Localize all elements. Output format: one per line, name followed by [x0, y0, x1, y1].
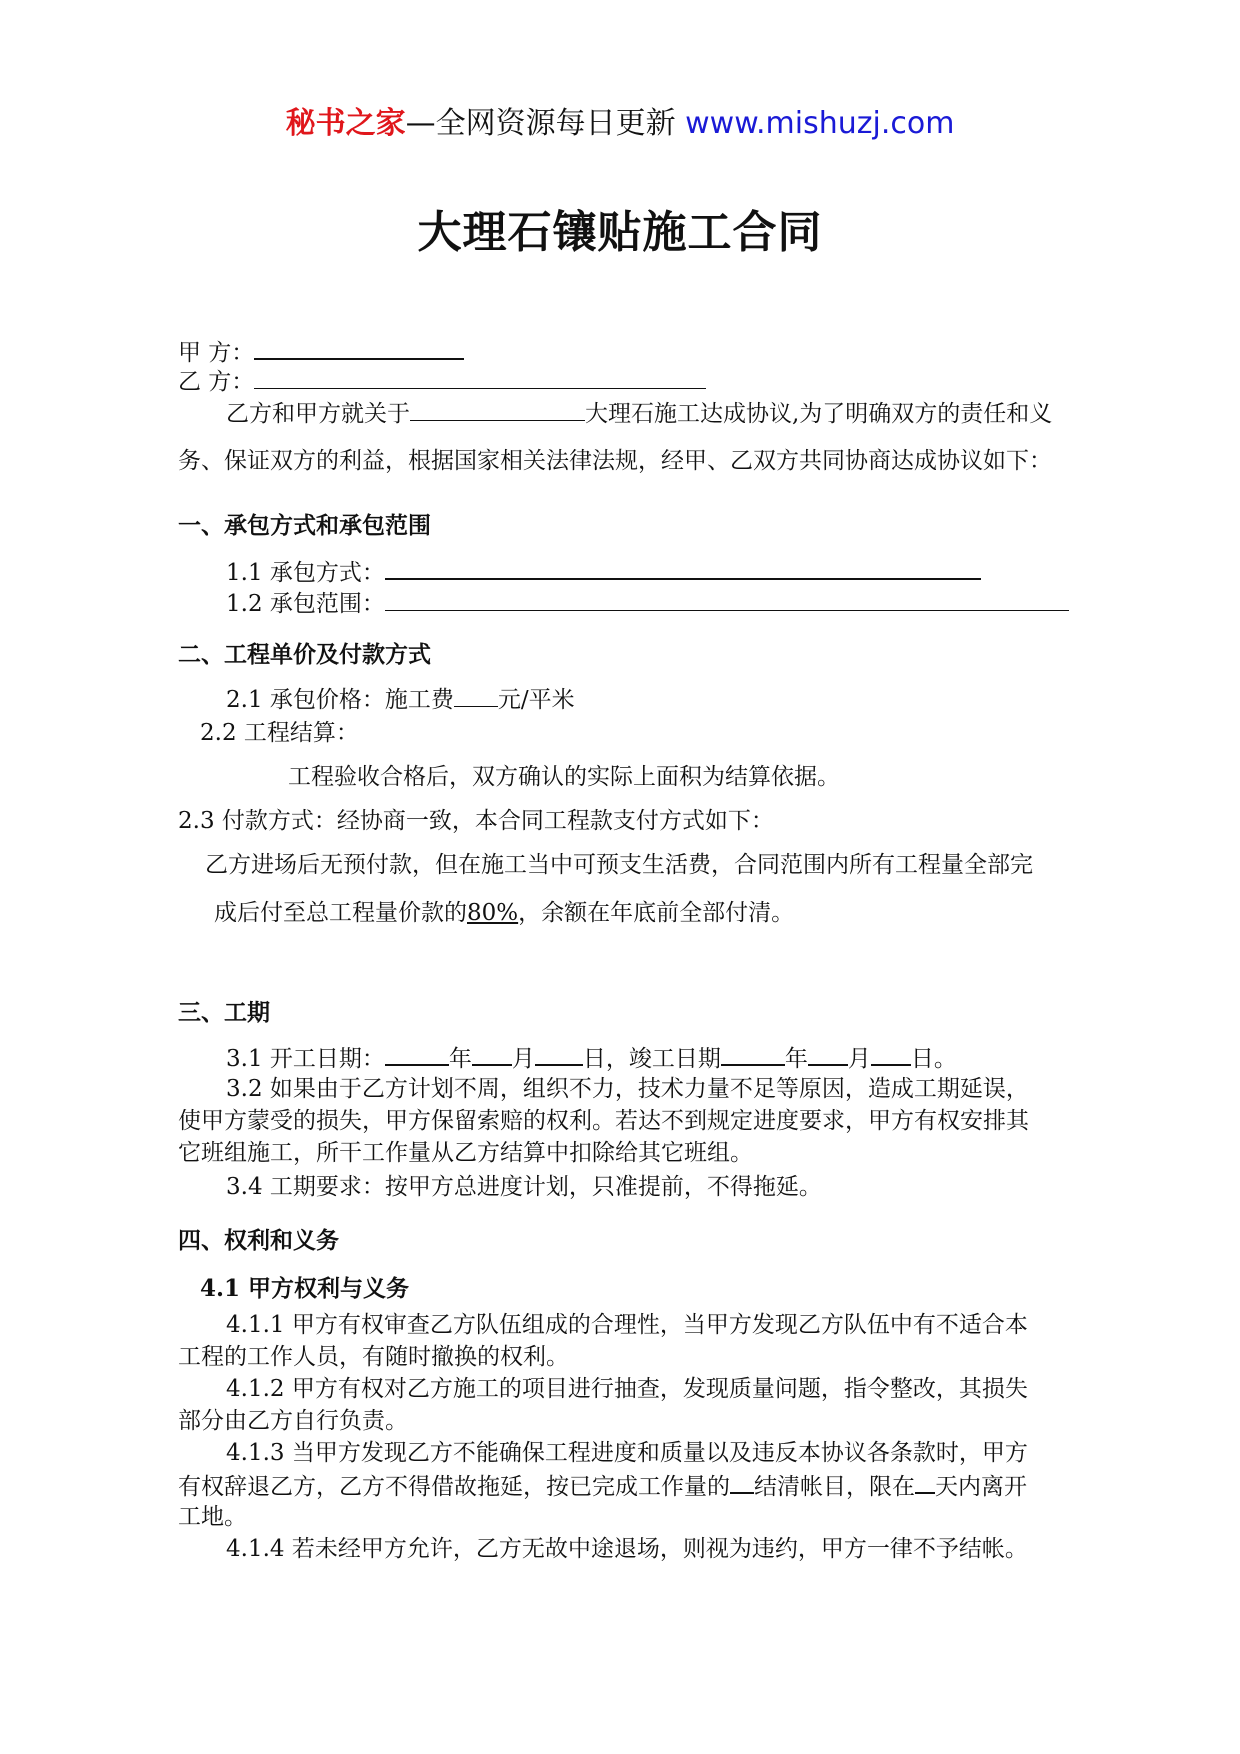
header-slogan: —全网资源每日更新	[405, 106, 676, 141]
end-date-label: 日，竣工日期	[582, 1046, 721, 1072]
settlement-text: 有权辞退乙方，乙方不得借故拖延，按已完成工作量的	[178, 1474, 730, 1500]
section-3-item-1	[226, 1042, 957, 1074]
section-2-heading: 二、工程单价及付款方式	[178, 642, 431, 668]
section-1-item-1	[226, 556, 981, 588]
intro-text-after: 大理石施工达成协议,为了明确双方的责任和义	[585, 401, 1053, 427]
intro-text-before: 乙方和甲方就关于	[226, 401, 410, 427]
clause-4-1-3-line-2	[178, 1470, 1027, 1502]
section-4-sub-1: 4.1 甲方权利与义务	[200, 1275, 410, 1302]
section-4-heading: 四、权利和义务	[178, 1228, 339, 1254]
section-2-item-2-body: 工程验收合格后，双方确认的实际上面积为结算依据。	[288, 764, 840, 790]
intro-line-1	[226, 398, 1052, 429]
section-1-item-2	[226, 588, 1069, 619]
start-day-blank[interactable]	[535, 1042, 583, 1066]
intro-line-2: 务、保证双方的利益，根据国家相关法律法规，经甲、乙双方共同协商达成协议如下：	[178, 448, 1052, 474]
unit-price-blank[interactable]	[454, 684, 498, 707]
start-year-blank[interactable]	[385, 1042, 449, 1066]
payment-text-before: 成后付至总工程量价款的	[214, 900, 467, 926]
clause-4-1-3-line-1: 4.1.3 当甲方发现乙方不能确保工程进度和质量以及违反本协议各条款时，甲方	[226, 1440, 1028, 1466]
start-month-blank[interactable]	[472, 1042, 512, 1066]
payment-percentage: 80%	[467, 900, 519, 926]
section-3-item-2-line-3: 它班组施工，所干工作量从乙方结算中扣除给其它班组。	[178, 1140, 753, 1166]
clause-4-1-2-line-1: 4.1.2 甲方有权对乙方施工的项目进行抽查，发现质量问题，指令整改，其损失	[226, 1376, 1028, 1402]
section-2-item-3-body-2	[214, 898, 794, 928]
end-year-blank[interactable]	[721, 1042, 785, 1066]
section-3-item-2-line-1: 3.2 如果由于乙方计划不周，组织不力，技术力量不足等原因，造成工期延误，	[226, 1076, 1029, 1102]
leave-days-blank[interactable]	[915, 1470, 935, 1494]
party-b-label: 乙 方：	[178, 369, 255, 395]
section-2-item-3-body-1: 乙方进场后无预付款，但在施工当中可预支生活费，合同范围内所有工程量全部完	[205, 852, 1033, 878]
leave-text: 天内离开	[935, 1474, 1027, 1500]
end-day-label: 日。	[910, 1046, 957, 1072]
contract-method-blank[interactable]	[385, 556, 981, 580]
section-3-item-2-line-2: 使甲方蒙受的损失，甲方保留索赔的权利。若达不到规定进度要求，甲方有权安排其	[178, 1108, 1029, 1134]
clause-4-1-1-line-2: 工程的工作人员，有随时撤换的权利。	[178, 1344, 569, 1370]
clause-4-1-3-line-3: 工地。	[178, 1504, 247, 1530]
payment-text-after: ，余额在年底前全部付清。	[518, 900, 795, 926]
section-3-item-4: 3.4 工期要求：按甲方总进度计划，只准提前，不得拖延。	[226, 1174, 822, 1200]
end-month-blank[interactable]	[808, 1042, 848, 1066]
start-year-label: 年	[448, 1046, 472, 1072]
party-b-line	[178, 366, 706, 397]
party-b-blank[interactable]	[254, 366, 706, 389]
party-a-line	[178, 336, 464, 368]
settlement-ratio-blank[interactable]	[730, 1470, 754, 1494]
project-name-blank[interactable]	[410, 398, 585, 421]
party-a-label: 甲 方：	[178, 340, 255, 366]
party-a-blank[interactable]	[254, 336, 464, 360]
end-month-label: 月	[847, 1046, 871, 1072]
contract-method-label: 1.1 承包方式：	[226, 560, 385, 586]
start-date-label: 3.1 开工日期：	[226, 1046, 385, 1072]
section-1-heading: 一、承包方式和承包范围	[178, 513, 431, 539]
section-2-item-3: 2.3 付款方式：经协商一致，本合同工程款支付方式如下：	[178, 808, 774, 834]
contract-scope-label: 1.2 承包范围：	[226, 591, 385, 617]
section-2-item-2: 2.2 工程结算：	[200, 720, 359, 746]
unit-price-label: 2.1 承包价格：施工费	[226, 687, 454, 713]
contract-scope-blank[interactable]	[385, 588, 1069, 611]
section-2-item-1	[226, 684, 575, 715]
start-month-label: 月	[511, 1046, 535, 1072]
document-title: 大理石镶贴施工合同	[417, 207, 823, 258]
site-header	[0, 98, 1240, 142]
clause-4-1-2-line-2: 部分由乙方自行负责。	[178, 1408, 408, 1434]
clause-4-1-4: 4.1.4 若未经甲方允许，乙方无故中途退场，则视为违约，甲方一律不予结帐。	[226, 1536, 1028, 1562]
end-day-blank[interactable]	[871, 1042, 911, 1066]
site-url[interactable]: www.mishuzj.com	[685, 106, 955, 141]
clause-4-1-1-line-1: 4.1.1 甲方有权审查乙方队伍组成的合理性，当甲方发现乙方队伍中有不适合本	[226, 1312, 1028, 1338]
brand-name: 秘书之家	[285, 106, 406, 141]
end-year-label: 年	[784, 1046, 808, 1072]
unit-price-unit: 元/平米	[497, 687, 575, 713]
section-3-heading: 三、工期	[178, 1000, 270, 1026]
deadline-text: 结清帐目，限在	[754, 1474, 915, 1500]
